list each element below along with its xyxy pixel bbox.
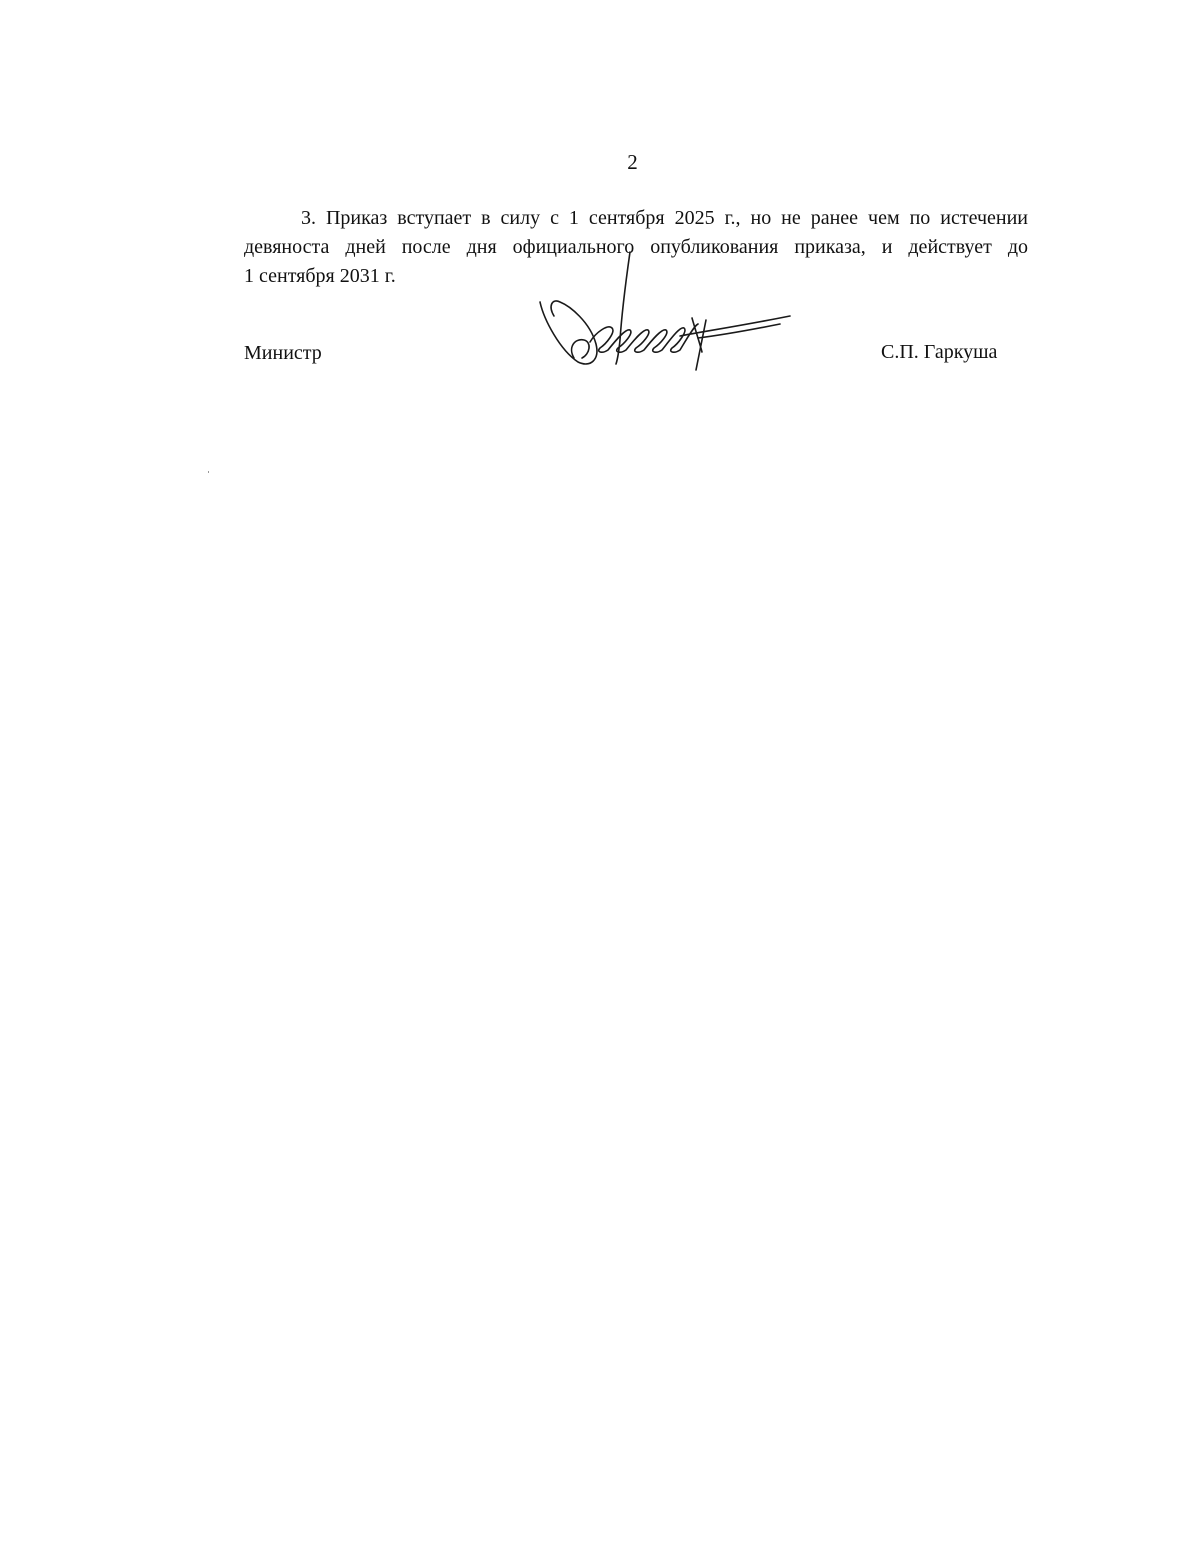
paragraph-line: девяноста дней после дня официального опубликования приказа, и действует до <box>244 236 1028 258</box>
paragraph-line: 3. Приказ вступает в силу с 1 сентября 2025 г., но не ранее чем по истечении <box>301 207 1028 229</box>
signatory-position: Министр <box>244 342 322 364</box>
paragraph-line: 1 сентября 2031 г. <box>244 265 396 287</box>
scan-speck <box>208 471 209 473</box>
handwritten-signature <box>530 240 800 380</box>
page-number: 2 <box>627 150 638 174</box>
signatory-name: С.П. Гаркуша <box>881 341 998 363</box>
